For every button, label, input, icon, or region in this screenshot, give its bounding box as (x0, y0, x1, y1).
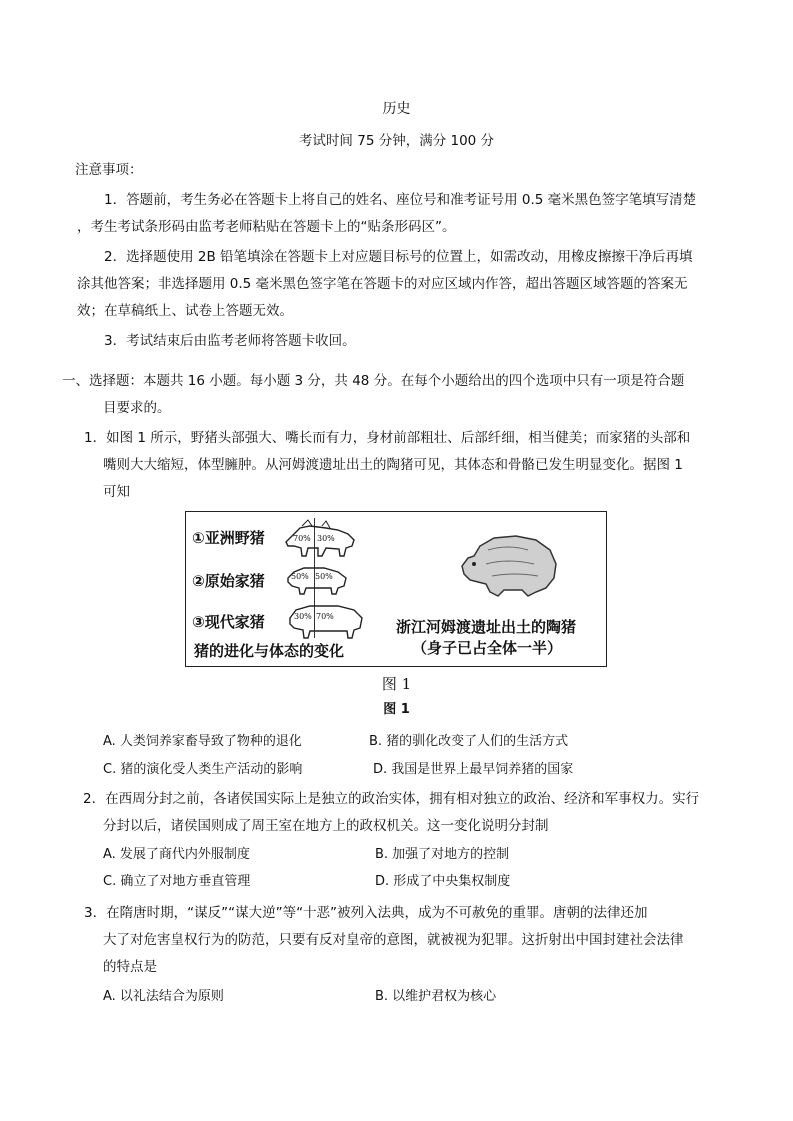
q1-option-c[interactable]: C. 猪的演化受人类生产活动的影响 (103, 762, 303, 777)
notice-line: 3．考试结束后由监考老师将答题卡收回。 (104, 333, 356, 349)
notice-line: 效；在草稿纸上、试卷上答题无效。 (77, 303, 293, 319)
q1-option-d[interactable]: D. 我国是世界上最早饲养猪的国家 (373, 762, 574, 777)
figure-right-caption: 浙江河姆渡遗址出土的陶猪 (396, 618, 577, 636)
question-3-text: 的特点是 (103, 959, 157, 975)
notice-line: 涂其他答案；非选择题用 0.5 毫米黑色签字笔在答题卡的对应区域内作答，超出答题区域答题的答案无 (77, 276, 688, 292)
pottery-pig-icon (458, 530, 562, 602)
pct-label: 30% (294, 612, 312, 621)
question-2-text: 2．在西周分封之前，各诸侯国实际上是独立的政治实体，拥有相对独立的政治、经济和军事权力。实行 (83, 791, 700, 807)
question-2-text: 分封以后，诸侯国则成了周王室在地方上的政权机关。这一变化说明分封制 (103, 818, 549, 834)
subject-title: 历史 (382, 101, 411, 117)
question-1-text: 1．如图 1 所示，野猪头部强大、嘴长而有力，身材前部粗壮、后部纤细，相当健美；而家猪的头部和 (84, 430, 691, 446)
figure-item-primitive-pig: ②原始家猪 (192, 572, 265, 590)
q2-option-d[interactable]: D. 形成了中央集权制度 (375, 874, 511, 889)
figure-1 (185, 511, 607, 667)
question-3-text: 大了对危害皇权行为的防范，只要有反对皇帝的意图，就被视为犯罪。这折射出中国封建社会法律 (103, 932, 684, 948)
pct-label: 30% (317, 534, 335, 543)
pct-label: 50% (315, 572, 333, 581)
section-header: 一、选择题：本题共 16 小题。每小题 3 分，共 48 分。在每个小题给出的四个选项中只有一项是符合题 (62, 373, 685, 389)
section-header-cont: 目要求的。 (103, 400, 171, 416)
notice-line: 2．选择题使用 2B 铅笔填涂在答题卡上对应题目标号的位置上，如需改动，用橡皮擦擦干净后再填 (104, 249, 693, 265)
q1-option-a[interactable]: A. 人类饲养家畜导致了物种的退化 (103, 734, 302, 749)
figure-1-inner-label: 图 1 (381, 675, 412, 693)
question-1-text: 嘴则大大缩短，体型臃肿。从河姆渡遗址出土的陶猪可见，其体态和骨骼已发生明显变化。据图 1 (103, 457, 683, 473)
q1-option-b[interactable]: B. 猪的驯化改变了人们的生活方式 (369, 734, 569, 749)
figure-item-modern-pig: ③现代家猪 (192, 613, 265, 631)
figure-item-wild-boar: ①亚洲野猪 (192, 529, 265, 547)
figure-left-caption: 猪的进化与体态的变化 (194, 642, 345, 660)
q3-option-a[interactable]: A. 以礼法结合为原则 (103, 989, 224, 1004)
pct-label: 50% (291, 572, 309, 581)
q2-option-a[interactable]: A. 发展了商代内外服制度 (103, 847, 250, 862)
pct-label: 70% (293, 534, 311, 543)
question-1-text: 可知 (103, 484, 130, 500)
figure-right-caption-note: （身子已占全体一半） (412, 639, 563, 657)
q2-option-c[interactable]: C. 确立了对地方垂直管理 (103, 874, 251, 889)
figure-1-label: 图 1 (383, 702, 410, 717)
notice-title: 注意事项： (75, 162, 143, 178)
exam-info: 考试时间 75 分钟，满分 100 分 (298, 133, 495, 149)
q3-option-b[interactable]: B. 以维护君权为核心 (375, 989, 497, 1004)
q2-option-b[interactable]: B. 加强了对地方的控制 (375, 847, 510, 862)
notice-line: ，考生考试条形码由监考老师粘贴在答题卡上的“贴条形码区”。 (77, 219, 456, 235)
notice-line: 1．答题前，考生务必在答题卡上将自己的姓名、座位号和准考证号用 0.5 毫米黑色签字笔填写清楚 (104, 192, 697, 208)
question-3-text: 3．在隋唐时期，“谋反”“谋大逆”等“十恶”被列入法典，成为不可赦免的重罪。唐朝的法律还加 (84, 905, 648, 921)
pct-label: 70% (316, 612, 334, 621)
